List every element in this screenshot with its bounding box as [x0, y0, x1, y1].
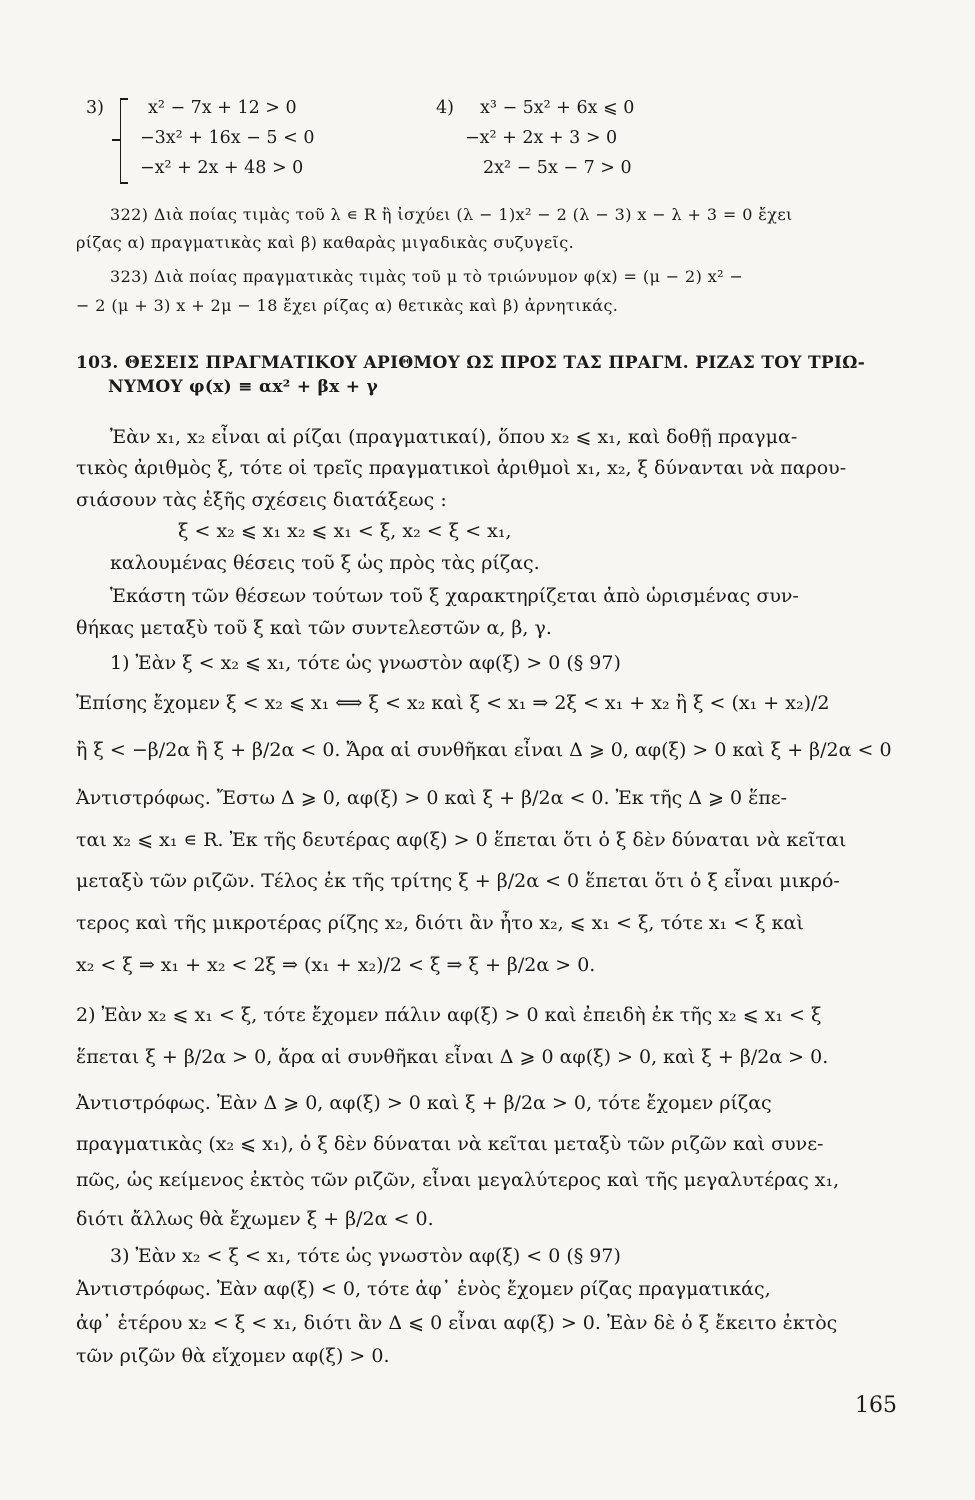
body-line: πῶς, ὡς κείμενος ἐκτὸς τῶν ριζῶν, εἶναι μεγαλύτερος καὶ τῆς μεγαλυτέρας x₁,	[76, 1169, 840, 1191]
body-line: θήκας μεταξὺ τοῦ ξ καὶ τῶν συντελεστῶν α, β, γ.	[76, 617, 552, 639]
body-line: Ἀντιστρόφως. Ἔστω Δ ⩾ 0, αφ(ξ) > 0 καὶ ξ + β/2α < 0. Ἐκ τῆς Δ ⩾ 0 ἕπε-	[76, 787, 788, 809]
body-line: ται x₂ ⩽ x₁ ∊ R. Ἐκ τῆς δευτέρας αφ(ξ) > 0 ἕπεται ὅτι ὁ ξ δὲν δύναται νὰ κεῖται	[76, 829, 847, 851]
system-brace	[120, 98, 133, 184]
section-heading-line-2: ΝΥΜΟΥ φ(x) ≡ αx² + βx + γ	[108, 377, 379, 397]
exercise-3-label: 3)	[86, 98, 104, 118]
body-line: ἀφ᾽ ἑτέρου x₂ < ξ < x₁, διότι ἂν Δ ⩽ 0 εἶναι αφ(ξ) > 0. Ἐὰν δὲ ὁ ξ ἔκειτο ἐκτὸς	[76, 1312, 838, 1334]
case-1-heading: 1) Ἐὰν ξ < x₂ ⩽ x₁, τότε ὡς γνωστὸν αφ(ξ) > 0 (§ 97)	[110, 652, 621, 674]
exercise-4-line-3: 2x² − 5x − 7 > 0	[483, 158, 632, 178]
exercise-3-line-3: −x² + 2x + 48 > 0	[140, 158, 304, 178]
body-line: Ἐπίσης ἔχομεν ξ < x₂ ⩽ x₁ ⟺ ξ < x₂ καὶ ξ < x₁ ⇒ 2ξ < x₁ + x₂ ἢ ξ < (x₁ + x₂)/2	[76, 692, 830, 714]
body-line: x₂ < ξ ⇒ x₁ + x₂ < 2ξ ⇒ (x₁ + x₂)/2 < ξ ⇒ ξ + β/2α > 0.	[76, 954, 596, 976]
body-line: Ἐὰν x₁, x₂ εἶναι αἱ ρίζαι (πραγματικαί), ὅπου x₂ ⩽ x₁, καὶ δοθῇ πραγμα-	[110, 426, 798, 448]
case-3-heading: 3) Ἐὰν x₂ < ξ < x₁, τότε ὡς γνωστὸν αφ(ξ) < 0 (§ 97)	[110, 1245, 621, 1267]
body-line: μεταξὺ τῶν ριζῶν. Τέλος ἐκ τῆς τρίτης ξ + β/2α < 0 ἕπεται ὅτι ὁ ξ εἶναι μικρό-	[76, 870, 840, 892]
body-line: σιάσουν τὰς ἑξῆς σχέσεις διατάξεως :	[76, 489, 447, 511]
body-line: διότι ἄλλως θὰ ἔχωμεν ξ + β/2α < 0.	[76, 1208, 434, 1230]
exercise-3-line-1: x² − 7x + 12 > 0	[148, 98, 297, 118]
case-2-heading: 2) Ἐὰν x₂ ⩽ x₁ < ξ, τότε ἔχομεν πάλιν αφ(ξ) > 0 καὶ ἐπειδὴ ἐκ τῆς x₂ ⩽ x₁ < ξ	[76, 1004, 822, 1026]
section-heading-line-1: 103. ΘΕΣΕΙΣ ΠΡΑΓΜΑΤΙΚΟΥ ΑΡΙΘΜΟΥ ΩΣ ΠΡΟΣ ΤΑΣ ΠΡΑΓΜ. ΡΙΖΑΣ ΤΟΥ ΤΡΙΩ-	[76, 353, 866, 373]
page-number: 165	[855, 1393, 897, 1418]
exercise-4-line-2: −x² + 2x + 3 > 0	[465, 128, 618, 148]
body-line: πραγματικὰς (x₂ ⩽ x₁), ὁ ξ δὲν δύναται νὰ κεῖται μεταξὺ τῶν ριζῶν καὶ συνε-	[76, 1133, 824, 1155]
exercise-4-line-1: x³ − 5x² + 6x ⩽ 0	[480, 98, 635, 118]
body-line: τικὸς ἀριθμὸς ξ, τότε οἱ τρεῖς πραγματικοὶ ἀριθμοὶ x₁, x₂, ξ δύνανται νὰ παρου-	[76, 457, 847, 479]
body-line: Ἑκάστη τῶν θέσεων τούτων τοῦ ξ χαρακτηρίζεται ἀπὸ ὡρισμένας συν-	[110, 585, 799, 607]
exercise-322-line-2: ρίζας α) πραγματικὰς καὶ β) καθαρὰς μιγαδικὰς συζυγεῖς.	[76, 233, 575, 252]
body-line: τῶν ριζῶν θὰ εἴχομεν αφ(ξ) > 0.	[76, 1345, 390, 1367]
exercise-3-line-2: −3x² + 16x − 5 < 0	[140, 128, 315, 148]
exercise-323-line-2: − 2 (μ + 3) x + 2μ − 18 ἔχει ρίζας α) θετικὰς καὶ β) ἀρνητικάς.	[76, 296, 619, 315]
body-line: Ἀντιστρόφως. Ἐὰν αφ(ξ) < 0, τότε ἀφ᾽ ἑνὸς ἔχομεν ρίζας πραγματικάς,	[76, 1278, 771, 1300]
body-line: καλουμένας θέσεις τοῦ ξ ὡς πρὸς τὰς ρίζας.	[110, 552, 540, 574]
body-line: τερος καὶ τῆς μικροτέρας ρίζης x₂, διότι ἂν ἦτο x₂, ⩽ x₁ < ξ, τότε x₁ < ξ καὶ	[76, 912, 804, 934]
body-line: Ἀντιστρόφως. Ἐὰν Δ ⩾ 0, αφ(ξ) > 0 καὶ ξ + β/2α > 0, τότε ἔχομεν ρίζας	[76, 1092, 772, 1114]
exercise-322-line-1: 322) Διὰ ποίας τιμὰς τοῦ λ ∊ R ἢ ἰσχύει (λ − 1)x² − 2 (λ − 3) x − λ + 3 = 0 ἔχει	[110, 205, 793, 224]
positions-formula: ξ < x₂ ⩽ x₁ x₂ ⩽ x₁ < ξ, x₂ < ξ < x₁,	[178, 520, 512, 542]
exercise-4-label: 4)	[436, 98, 454, 118]
body-line: ἕπεται ξ + β/2α > 0, ἄρα αἱ συνθῆκαι εἶναι Δ ⩾ 0 αφ(ξ) > 0, καὶ ξ + β/2α > 0.	[76, 1046, 829, 1068]
exercise-323-line-1: 323) Διὰ ποίας πραγματικὰς τιμὰς τοῦ μ τὸ τριώνυμον φ(x) = (μ − 2) x² −	[110, 267, 744, 286]
body-line: ἢ ξ < −β/2α ἢ ξ + β/2α < 0. Ἄρα αἱ συνθῆκαι εἶναι Δ ⩾ 0, αφ(ξ) > 0 καὶ ξ + β/2α < 0	[76, 739, 892, 761]
